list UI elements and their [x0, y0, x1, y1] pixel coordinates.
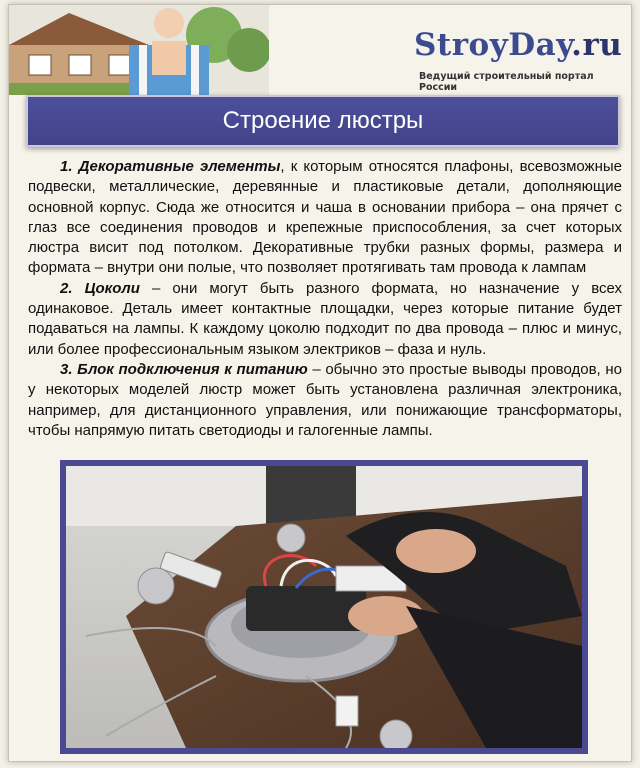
- chandelier-wiring-photo: [60, 460, 588, 754]
- item-number: 2.: [60, 279, 73, 297]
- item-number: 3.: [60, 360, 73, 378]
- header-house-illustration: [9, 5, 269, 95]
- logo-suffix: .ru: [571, 27, 623, 63]
- list-item: [28, 360, 622, 441]
- item-term: Блок подключения к питанию: [77, 360, 308, 378]
- list-item: [28, 279, 622, 360]
- site-logo[interactable]: [414, 27, 622, 63]
- item-number: 1.: [60, 158, 73, 175]
- item-text: – они могут быть разного формата, но назначение у всех одинаковое. Деталь имеет контактные площадки, через которые питание будет подаваться на лампы. К каждому цоколю подходит по два провода – плюс и минус, или более профессиональным языком электриков – фаза и нуль.: [28, 279, 623, 358]
- article-body: [28, 157, 622, 441]
- item-term: Декоративные элементы: [78, 158, 281, 175]
- photo-illustration: [66, 466, 582, 748]
- item-text: , к которым относятся плафоны, всевозможные подвески, металлические, деревянные и пластиковые детали, дополняющие основной корпус. Сюда же относится и чаша в основании прибора – она прячет с глаз все соединения проводов и крепежные приспособления, за счет которых люстра висит под потолком. Декоративные трубки разных формы, размера и формата – внутри они полые, что позволяет протягивать там провода к лампам: [28, 158, 622, 277]
- title-banner: [26, 95, 620, 147]
- item-text: – обычно это простые выводы проводов, но у некоторых моделей люстр может быть установлена различная электроника, например, для дистанционного управления, или понижающие трансформаторы, чтобы напрямую питать светодиоды и галогенные лампы.: [28, 360, 622, 439]
- site-tagline: Ведущий строительный портал России: [419, 71, 594, 93]
- list-item: [28, 157, 622, 279]
- page-title: Строение люстры: [222, 107, 424, 134]
- page-frame: [8, 4, 632, 762]
- logo-brand: StroyDay: [414, 27, 572, 63]
- item-term: Цоколи: [84, 279, 140, 297]
